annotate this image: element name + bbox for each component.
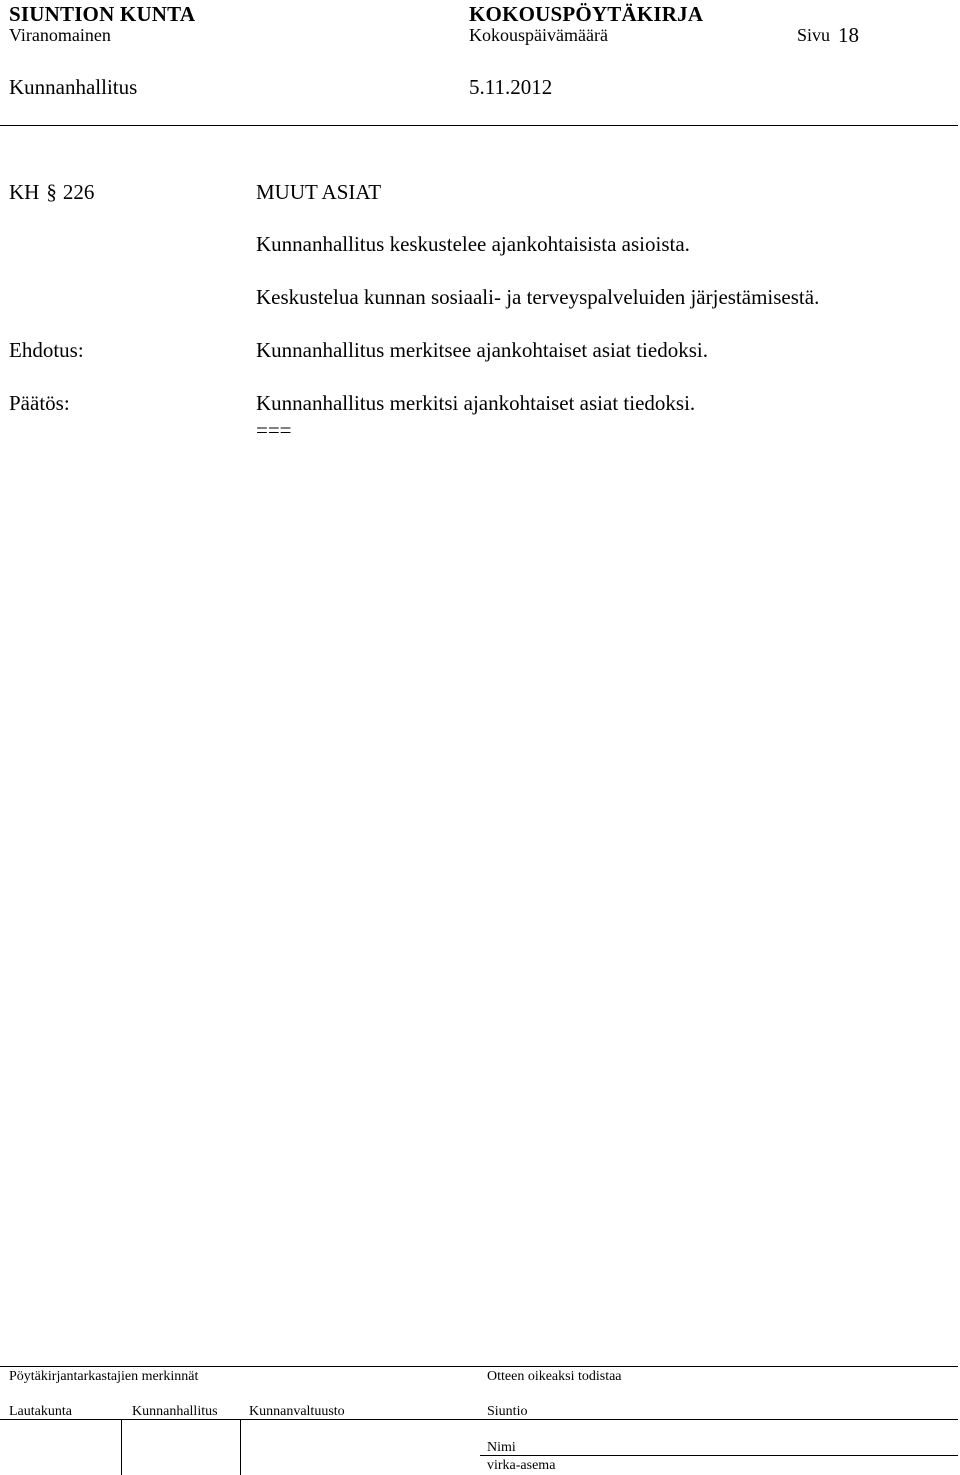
meeting-date-label: Kokouspäivämäärä [469,25,608,45]
paragraph-1: Kunnanhallitus keskustelee ajankohtaisista asioista. [256,232,690,256]
header-divider [0,125,958,126]
section-id [9,180,94,205]
organization-name: SIUNTION KUNTA [9,2,196,26]
page-number: 18 [838,23,859,47]
decision-text: Kunnanhallitus merkitsi ajankohtaiset asiat tiedoksi. [256,391,696,415]
section-body: KH [9,180,40,204]
meeting-date: 5.11.2012 [469,75,553,99]
authority-name: Kunnanhallitus [9,75,138,99]
page-label: Sivu [797,25,831,45]
proposal-label: Ehdotus: [9,338,84,362]
section-mark: § [46,180,57,204]
paragraph-2: Keskustelua kunnan sosiaali- ja terveyspalveluiden järjestämisestä. [256,285,820,309]
column-executive: Kunnanhallitus [132,1404,218,1419]
inspectors-label: Pöytäkirjantarkastajien merkinnät [9,1369,199,1384]
footer [0,1366,958,1475]
name-label: Nimi [487,1440,516,1455]
footer-column-divider-2 [240,1419,241,1475]
decision-label: Päätös: [9,391,70,415]
section-title: MUUT ASIAT [256,180,382,204]
column-council: Kunnanvaltuusto [249,1404,345,1419]
certify-label: Otteen oikeaksi todistaa [487,1369,622,1384]
section-number: 226 [62,180,95,204]
end-marker: === [256,418,292,442]
footer-divider-name [480,1455,958,1456]
authority-label: Viranomainen [9,25,111,45]
position-label: virka-asema [487,1458,556,1473]
column-board: Lautakunta [9,1404,72,1419]
footer-column-divider-1 [121,1419,122,1475]
footer-divider-top [0,1366,958,1367]
certify-place: Siuntio [487,1404,528,1419]
proposal-text: Kunnanhallitus merkitsee ajankohtaiset asiat tiedoksi. [256,338,708,362]
document-type: KOKOUSPÖYTÄKIRJA [469,2,704,26]
